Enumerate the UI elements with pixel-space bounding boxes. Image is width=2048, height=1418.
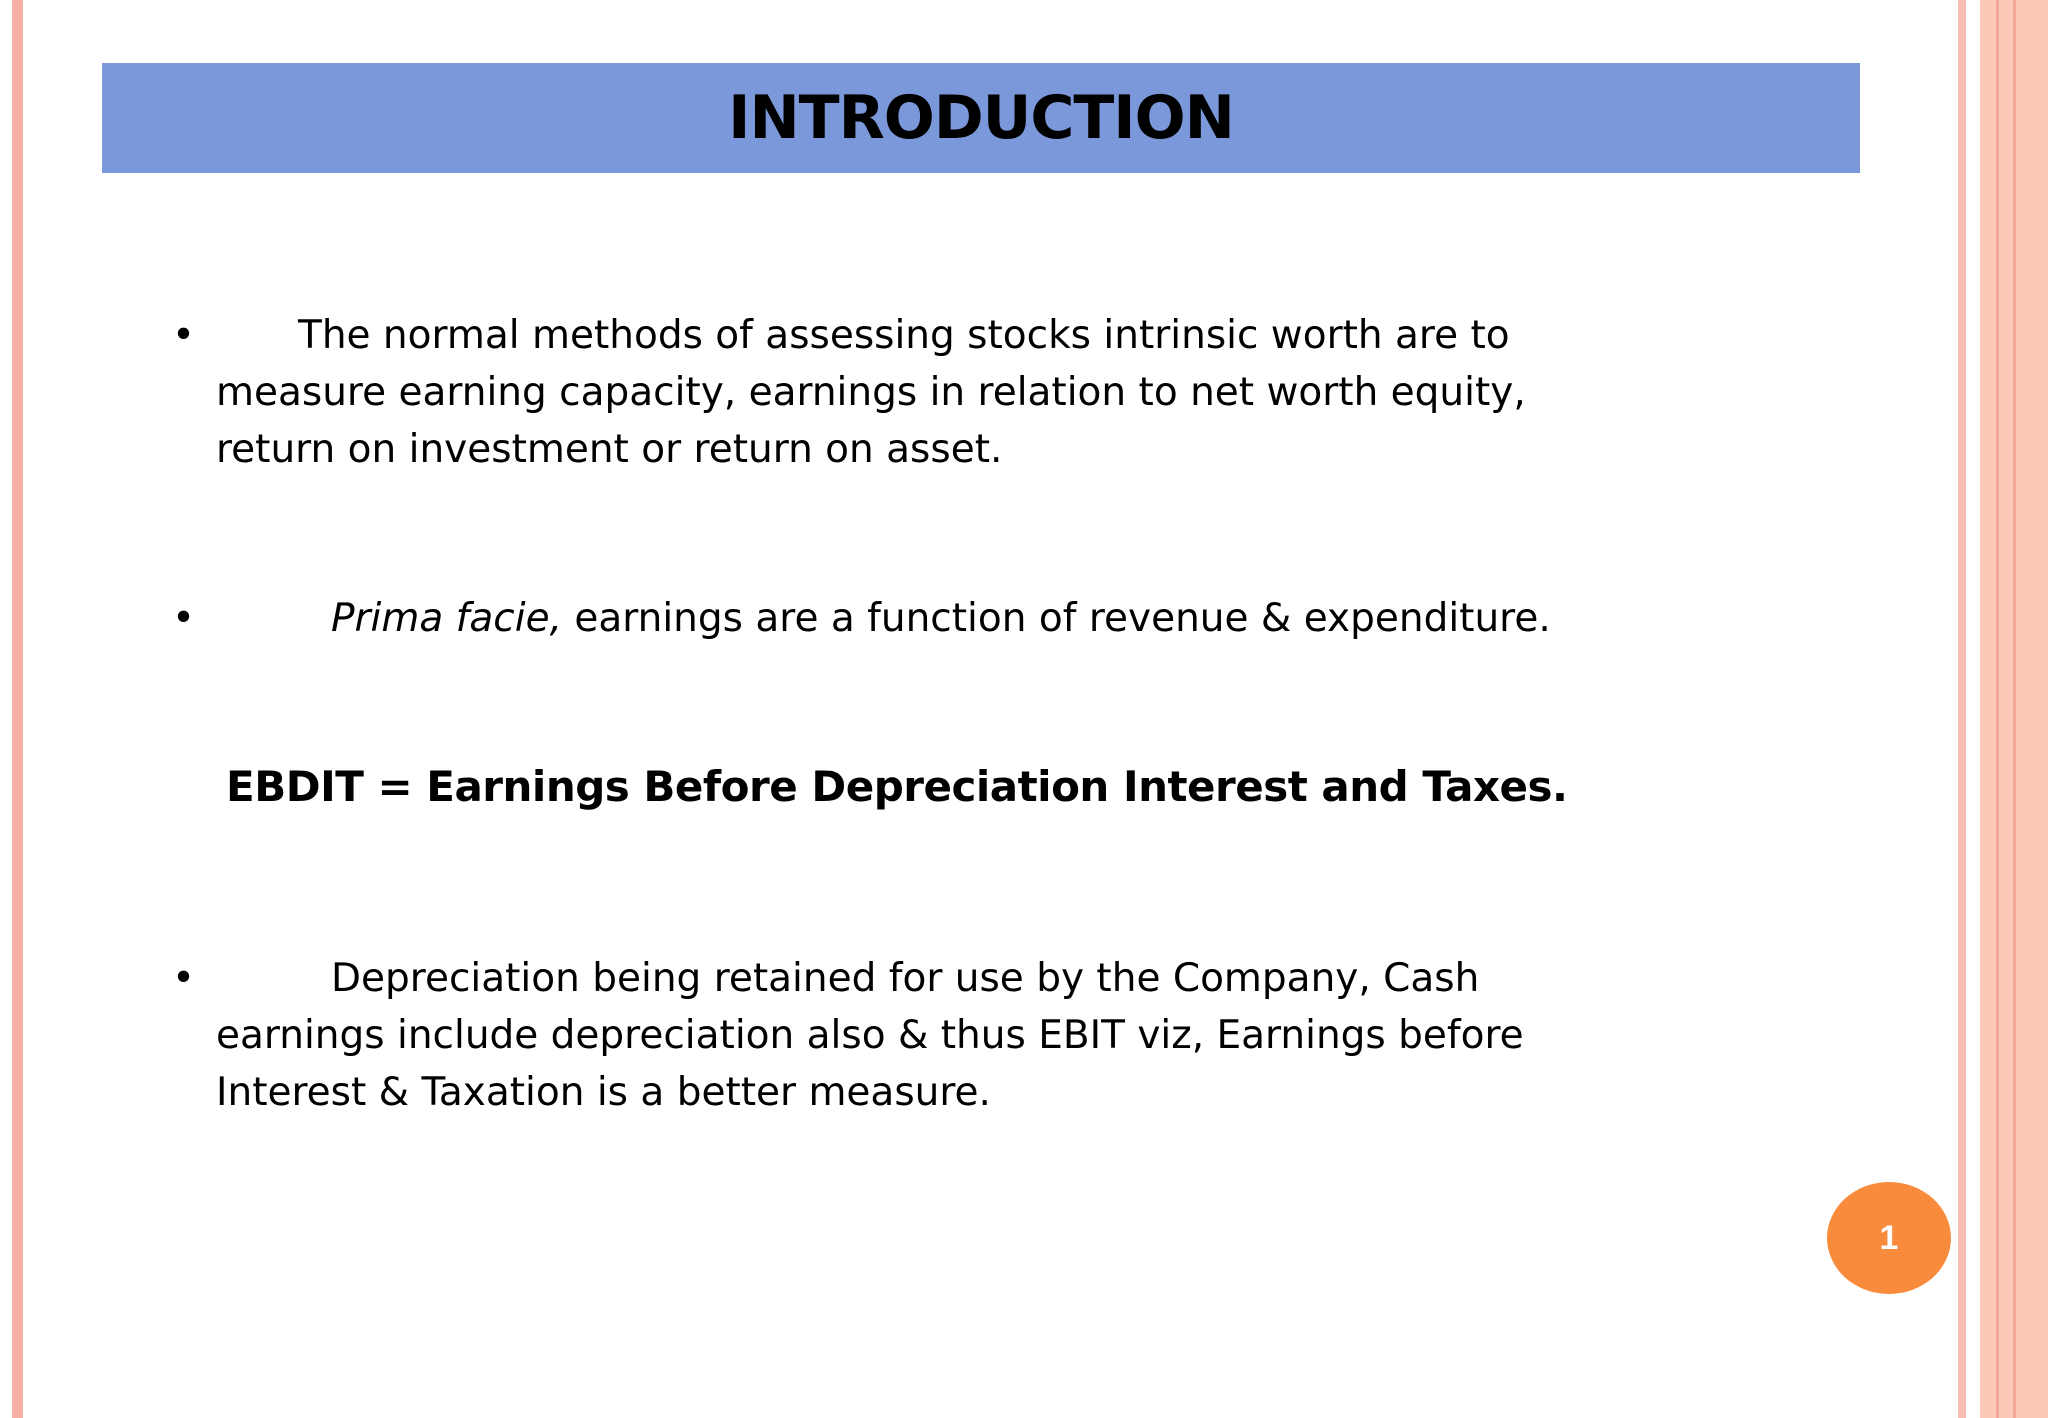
bullet-text: Depreciation being retained for use by the Company, Cash earnings include depreciation also & thus EBIT viz, Earnings before Interest & Taxation is a better measure. [216, 956, 1524, 1115]
bullet-item [172, 590, 1572, 647]
slide-title: INTRODUCTION [728, 83, 1234, 153]
left-border-stripe [12, 0, 23, 1418]
bullet-item [172, 307, 1562, 478]
bullet-icon: • [172, 956, 196, 1001]
page-number: 1 [1879, 1218, 1899, 1257]
bullet-icon: • [172, 313, 196, 358]
right-border-line [1996, 0, 1999, 1418]
right-border-line [2013, 0, 2016, 1418]
title-bar [102, 63, 1860, 173]
italic-prefix: Prima facie, [331, 596, 562, 641]
bullet-text: The normal methods of assessing stocks intrinsic worth are to measure earning capacity, earnings in relation to net worth equity, return on investment or return on asset. [216, 313, 1526, 472]
bullet-icon: • [172, 596, 196, 641]
right-border-stripe [1958, 0, 1966, 1418]
page-number-badge [1827, 1182, 1951, 1294]
bullet-item [172, 950, 1562, 1121]
formula-line: EBDIT = Earnings Before Depreciation Interest and Taxes. [226, 762, 1568, 811]
bullet-text: Prima facie, earnings are a function of revenue & expenditure. [331, 596, 1551, 641]
